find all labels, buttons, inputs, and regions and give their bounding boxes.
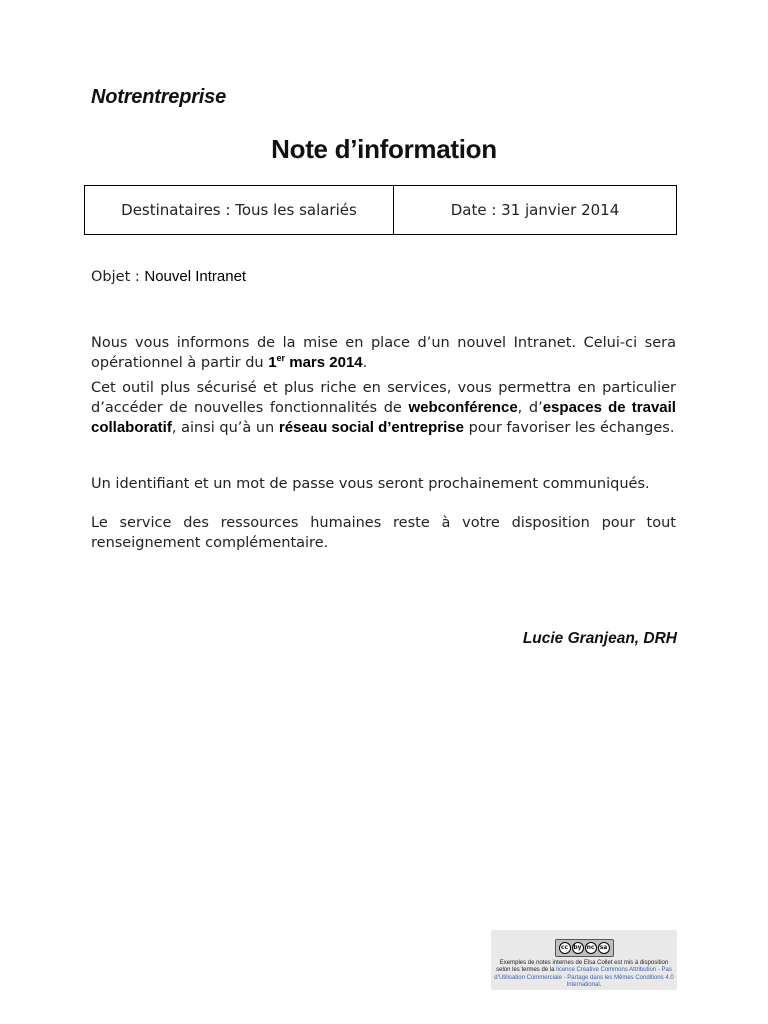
paragraph1-text-a: Nous vous informons de la mise en place d’un nouvel Intranet. Celui-ci sera opérationnel à partir du <box>91 335 676 371</box>
cc-license-badge[interactable] <box>555 939 614 957</box>
license-text-a: Exemples de notes internes de Elsa Collet est mis à disposition selon les termes de la <box>496 959 669 973</box>
license-link[interactable]: licence Creative Commons Attribution - Pas d’Utilisation Commerciale - Partage dans les Mêmes Conditions 4.0 International <box>494 967 674 988</box>
paragraph2-text-c: , ainsi qu’à un <box>171 420 279 436</box>
subject-label: Objet : <box>91 269 140 285</box>
launch-date <box>268 354 362 371</box>
subject-value: Nouvel Intranet <box>144 268 247 285</box>
license-text <box>494 960 674 990</box>
paragraph2-text-d: pour favoriser les échanges. <box>463 420 675 436</box>
signature: Lucie Granjean, DRH <box>522 630 677 647</box>
feature-collaborative-spaces: espaces de travail collaboratif <box>91 399 676 436</box>
launch-date-rest: mars 2014 <box>285 354 363 371</box>
date-cell: Date : 31 janvier 2014 <box>450 201 620 219</box>
feature-social-network: réseau social d’entreprise <box>278 419 464 436</box>
info-table <box>84 185 677 235</box>
license-notice <box>491 930 677 990</box>
sharealike-icon: sa <box>598 942 610 954</box>
paragraph-hr-contact: Le service des ressources humaines reste à votre disposition pour tout renseignement complémentaire. <box>91 515 676 551</box>
launch-date-sup: er <box>276 353 286 363</box>
noncommercial-icon: nc <box>585 942 597 954</box>
paragraph-credentials: Un identifiant et un mot de passe vous seront prochainement communiqués. <box>91 476 650 492</box>
company-name: Notrentreprise <box>91 86 227 108</box>
feature-webconference: webconférence <box>408 399 518 416</box>
license-text-b: . <box>599 982 602 988</box>
paragraph-features <box>91 378 676 438</box>
paragraph2-text-a: Cet outil plus sécurisé et plus riche en services, vous permettra en particulier d’accéder de nouvelles fonctionnalités de <box>91 380 676 416</box>
cc-icon: cc <box>559 942 571 954</box>
launch-date-day: 1 <box>268 354 277 371</box>
recipients-cell: Destinataires : Tous les salariés <box>85 186 394 234</box>
subject-line <box>91 268 246 285</box>
paragraph-announcement <box>91 333 676 373</box>
page-title: Note d’information <box>271 134 497 164</box>
attribution-icon: by <box>572 942 584 954</box>
paragraph2-text-b: , d’ <box>517 400 543 416</box>
paragraph1-text-b: . <box>362 355 368 371</box>
